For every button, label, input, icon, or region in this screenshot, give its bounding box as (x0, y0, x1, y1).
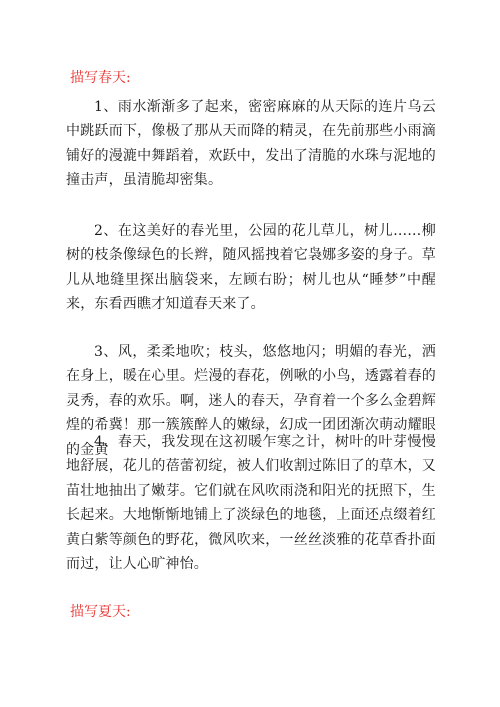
paragraph-1: 1、雨水渐渐多了起来，密密麻麻的从天际的连片乌云中跳跃而下，像极了那从天而降的精灵，在先前那些小雨滴铺好的漫漉中舞蹈着，欢跃中，发出了清脆的水珠与泥地的撞击声，虽清脆却密集。 (66, 99, 436, 189)
paragraph-3: 3、风，柔柔地吹；枝头，悠悠地闪；明媚的春光，洒在身上，暖在心里。烂漫的春花，例啾的小鸟，透露着春的灵秀，春的欢乐。啊，迷人的春天，孕育着一个多么金碧辉煌的希冀！那一簇簇醉人的嫩绿，幻成一团团渐次萌动耀眼的金黄 (66, 344, 436, 458)
section-heading-spring: 描写春天: (70, 70, 131, 86)
paragraph-4: 4、春天，我发现在这初暖乍寒之计，树叶的叶芽慢慢地舒展，花儿的蓓蕾初绽，被人们收割过陈旧了的草木，又苗壮地抽出了嫩芽。它们就在风吹雨浇和阳光的抚照下，生长起来。大地惭惭地铺上了淡绿色的地毯，上面还点缀着红黄白紫等颜色的野花，微风吹来，一丝丝淡雅的花草香扑面而过，让人心旷神怡。 (66, 434, 436, 573)
section-heading-summer: 描写夏天: (70, 604, 131, 620)
paragraph-2: 2、在这美好的春光里，公园的花儿草儿，树儿……柳树的枝条像绿色的长辫，随风摇拽着它袅娜多姿的身子。草儿从地缝里探出脑袋来，左顾右盼；树儿也从“睡梦”中醒来，东看西瞧才知道春天来了。 (66, 223, 436, 313)
